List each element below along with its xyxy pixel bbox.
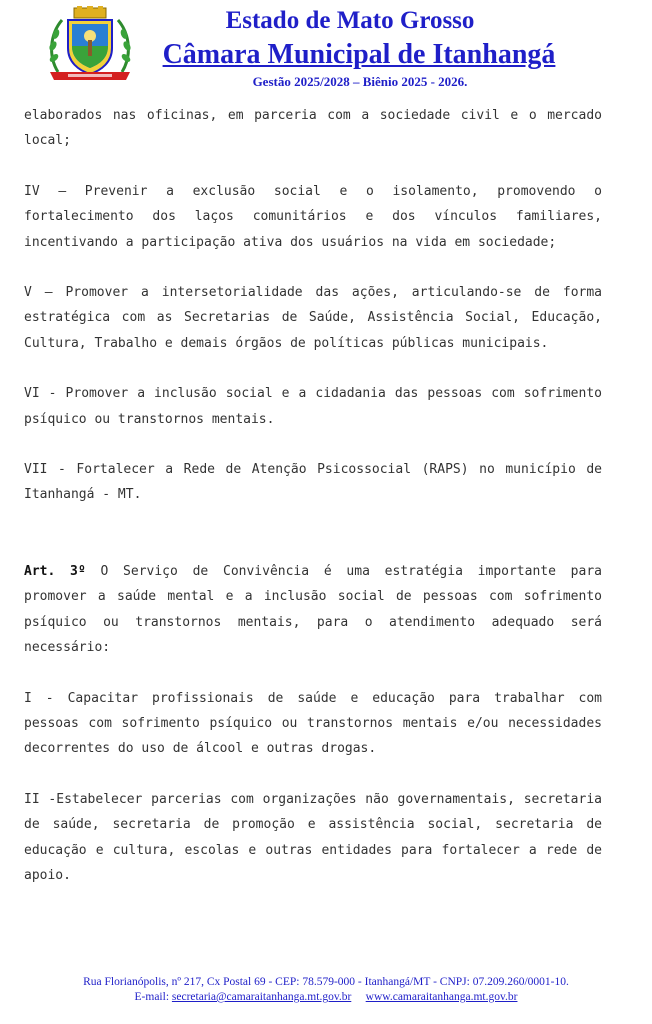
item-v: V – Promover a intersetorialidade das ações, articulando-se de forma estratégica com as Secretarias de Saúde, Assistência Social, Educação, Cultura, Trabalho e demais órgãos de políticas públicas municipais. xyxy=(24,285,602,351)
municipal-coat-of-arms-icon xyxy=(44,6,136,82)
footer-email-label: E-mail: xyxy=(134,991,172,1003)
footer-website-link[interactable]: www.camaraitanhanga.mt.gov.br xyxy=(365,991,518,1003)
item-vi: VI - Promover a inclusão social e a cidadania das pessoas com sofrimento psíquico ou transtornos mentais. xyxy=(24,386,602,427)
article-3-item-ii: II -Estabelecer parcerias com organizações não governamentais, secretaria de saúde, secretaria de promoção e assistência social, secretaria de educação e cultura, escolas e outras entidades para fortalecer a rede de apoio. xyxy=(24,791,602,883)
letterhead-footer xyxy=(0,975,652,1005)
document-body xyxy=(24,103,602,888)
state-name: Estado de Mato Grosso xyxy=(225,7,475,34)
footer-contacts xyxy=(0,990,652,1005)
article-3-label: Art. 3º xyxy=(24,563,86,579)
footer-address: Rua Florianópolis, nº 217, Cx Postal 69 - CEP: 78.579-000 - Itanhangá/MT - CNPJ: 07.209.260/0001-10. xyxy=(83,976,569,988)
article-3-item-i: I - Capacitar profissionais de saúde e educação para trabalhar com pessoas com sofrimento psíquico ou transtornos mentais e/ou necessidades decorrentes do uso de álcool e outras drogas. xyxy=(24,690,602,757)
term-line: Gestão 2025/2028 – Biênio 2025 - 2026. xyxy=(252,74,468,89)
item-iv: IV – Prevenir a exclusão social e o isolamento, promovendo o fortalecimento dos laços comunitários e dos vínculos familiares, incentivando a participação ativa dos usuários na vida em sociedade; xyxy=(24,183,602,250)
item-vii: VII - Fortalecer a Rede de Atenção Psicossocial (RAPS) no município de Itanhangá - MT. xyxy=(24,462,602,503)
chamber-name: Câmara Municipal de Itanhangá xyxy=(162,39,556,70)
continuation-paragraph: elaborados nas oficinas, em parceria com a sociedade civil e o mercado local; xyxy=(24,108,602,149)
article-3-text: O Serviço de Convivência é uma estratégia importante para promover a saúde mental e a inclusão social de pessoas com sofrimento psíquico ou transtornos mentais, para o atendimento adequado será necessário: xyxy=(24,563,602,656)
article-3 xyxy=(24,559,602,661)
letterhead xyxy=(0,0,652,100)
footer-email-link[interactable]: secretaria@camaraitanhanga.mt.gov.br xyxy=(171,991,352,1003)
